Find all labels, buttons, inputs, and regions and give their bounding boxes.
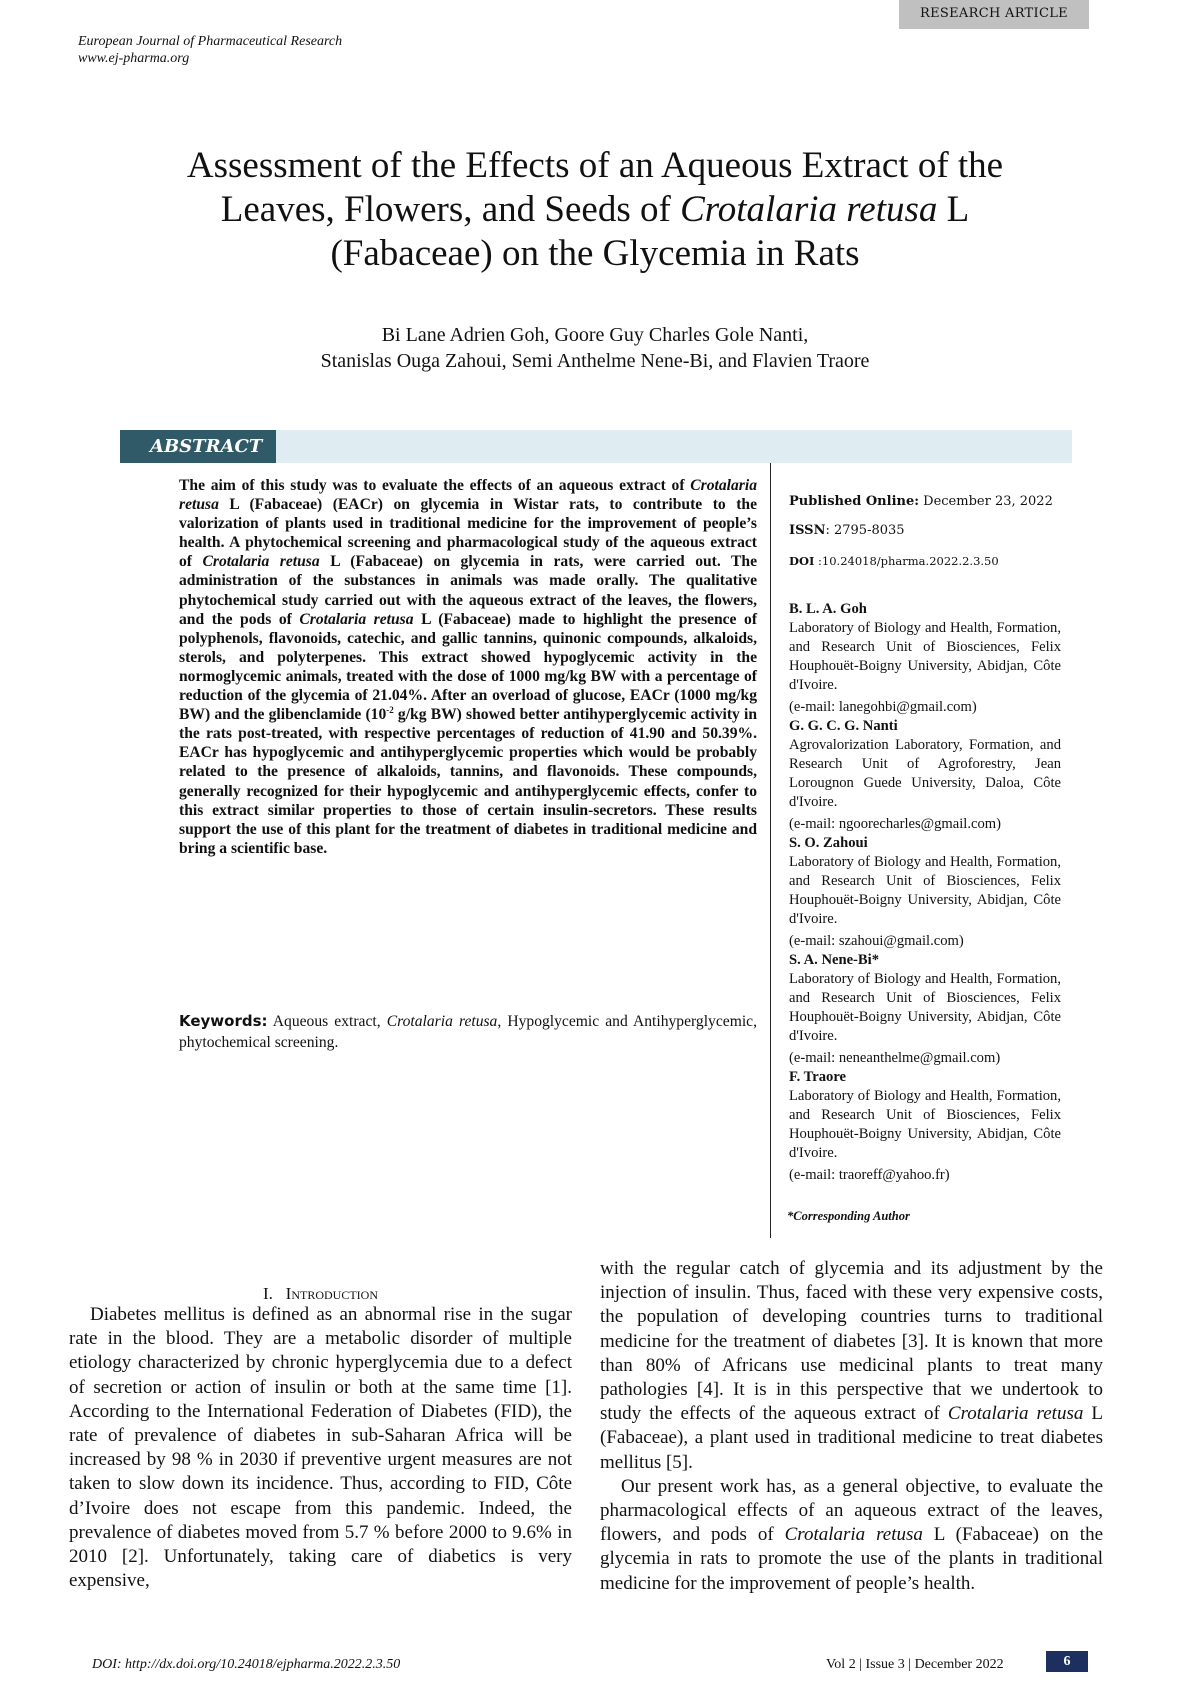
intro-paragraph-2 <box>600 1257 1103 1475</box>
doi <box>789 554 1069 568</box>
issn-value: : 2795-8035 <box>825 523 905 538</box>
affiliation-text: Agrovalorization Laboratory, Formation, and Research Unit of Agroforestry, Jean Lorougnon Guede University, Daloa, Côte d'Ivoire. <box>789 737 1061 810</box>
section-heading-introduction <box>69 1284 572 1304</box>
species-name: Crotalaria retusa <box>947 1403 1084 1425</box>
published-value: December 23, 2022 <box>919 494 1053 509</box>
corresponding-author-note: *Corresponding Author <box>787 1209 910 1223</box>
journal-url[interactable]: www.ej-pharma.org <box>78 51 190 66</box>
page-number: 6 <box>1046 1651 1088 1672</box>
section-title: Introduction <box>285 1284 378 1303</box>
published-online <box>789 494 1069 509</box>
abstract-segment: L (Fabaceae) on glycemia in rats, were carried out. The administration of the substances in animals was made orally. The qualitative phytochemical study carried out with the aqueous extract of the leaves, the flowers, and the pods of <box>179 553 758 628</box>
column-divider <box>770 463 771 1238</box>
title-text: Leaves, Flowers, and Seeds of <box>220 189 681 230</box>
affiliation-email[interactable]: (e-mail: ngoorecharles@gmail.com) <box>789 816 1001 832</box>
affiliation-item <box>789 600 1061 717</box>
paragraph-text: Our present work has, as a general objective, to evaluate the pharmacological effects of an aqueous extract of the leaves, flowers, and pods of <box>600 1475 1103 1546</box>
affiliation-text: Laboratory of Biology and Health, Formation, and Research Unit of Biosciences, Felix Houphouët-Boigny University, Abidjan, Côte d'Ivoire. <box>789 620 1061 693</box>
affiliation-email[interactable]: (e-mail: traoreff@yahoo.fr) <box>789 1167 950 1183</box>
title-text: L <box>937 189 970 230</box>
abstract-segment: g/kg BW) showed better antihyperglycemic activity in the rats post-treated, with respective percentages of reduction of 41.90 and 50.39%. EACr has hypoglycemic and antihyperglycemic properties which would be probably related to the presence of alkaloids, tannins, and flavonoids. These compounds, generally recognized for their hypoglycemic and antihyperglycemic effects, confer to this extract similar properties to those of certain insulin-secretors. These results support the use of this plant for the treatment of diabetes in traditional medicine and bring a scientific base. <box>179 706 757 857</box>
abstract-segment: The aim of this study was to evaluate the effects of an aqueous extract of <box>179 477 691 494</box>
intro-right-column <box>600 1257 1103 1596</box>
species-name: Crotalaria retusa <box>202 553 320 571</box>
journal-header <box>78 33 342 67</box>
keywords-text: , Hypoglycemic and Antihyperglycemic, phytochemical screening. <box>179 1013 757 1051</box>
section-number: I. <box>263 1284 273 1303</box>
issn-label: ISSN <box>789 523 826 538</box>
affiliation-name: S. A. Nene-Bi* <box>789 952 879 968</box>
affiliation-email[interactable]: (e-mail: szahoui@gmail.com) <box>789 933 964 949</box>
species-name: Crotalaria retusa <box>784 1524 923 1546</box>
title-line-2 <box>100 188 1090 232</box>
affiliation-name: B. L. A. Goh <box>789 601 867 617</box>
author-list <box>200 322 990 374</box>
abstract-segment: L (Fabaceae) (EACr) on glycemia in Wistar rats, to contribute to the valorization of plants used in traditional medicine for the improvement of people’s health. A phytochemical screening and pharmacological study of the aqueous extract of <box>179 496 757 571</box>
intro-paragraph-3 <box>600 1475 1103 1596</box>
exponent: -2 <box>386 704 394 715</box>
footer-doi[interactable]: DOI: http://dx.doi.org/10.24018/ejpharma.2022.2.3.50 <box>92 1657 401 1672</box>
doi-value[interactable]: :10.24018/pharma.2022.2.3.50 <box>814 554 999 568</box>
keywords-text: Aqueous extract, <box>267 1013 387 1030</box>
species-name: Crotalaria retusa <box>179 477 757 514</box>
affiliation-name: F. Traore <box>789 1069 847 1085</box>
species-name: Crotalaria retusa <box>299 610 414 628</box>
keywords-label: Keywords: <box>179 1012 268 1030</box>
title-line-3: (Fabaceae) on the Glycemia in Rats <box>330 233 860 274</box>
affiliation-item <box>789 717 1061 834</box>
affiliation-email[interactable]: (e-mail: lanegohbi@gmail.com) <box>789 699 977 715</box>
published-label: Published Online: <box>789 494 920 509</box>
intro-left-column <box>69 1303 572 1593</box>
paragraph-text: L (Fabaceae), a plant used in traditional medicine to treat diabetes mellitus [5]. <box>600 1403 1104 1473</box>
keywords <box>179 1011 757 1053</box>
issn <box>789 523 1069 538</box>
footer-volume-issue: Vol 2 | Issue 3 | December 2022 <box>826 1657 1004 1672</box>
paragraph-text: with the regular catch of glycemia and its adjustment by the injection of insulin. Thus, faced with these very expensive costs, the population of developing countries turns to traditional medicine for the treatment of diabetes [3]. It is known that more than 80% of Africans use medicinal plants to treat many pathologies [4]. It is in this perspective that we undertook to study the effects of the aqueous extract of <box>600 1258 1103 1425</box>
affiliation-email[interactable]: (e-mail: neneanthelme@gmail.com) <box>789 1050 1001 1066</box>
affiliation-item <box>789 1068 1061 1185</box>
affiliation-name: S. O. Zahoui <box>789 835 868 851</box>
abstract-text <box>179 476 757 858</box>
affiliation-item <box>789 834 1061 951</box>
affiliation-text: Laboratory of Biology and Health, Formation, and Research Unit of Biosciences, Felix Houphouët-Boigny University, Abidjan, Côte d'Ivoire. <box>789 971 1061 1044</box>
species-name: Crotalaria retusa <box>386 1013 498 1030</box>
affiliation-text: Laboratory of Biology and Health, Formation, and Research Unit of Biosciences, Felix Houphouët-Boigny University, Abidjan, Côte d'Ivoire. <box>789 1088 1061 1161</box>
affiliations <box>789 600 1061 1185</box>
intro-paragraph-1: Diabetes mellitus is defined as an abnormal rise in the sugar rate in the blood. They are a metabolic disorder of multiple etiology characterized by chronic hyperglycemia due to a defect of secretion or action of insulin or both at the same time [1]. According to the International Federation of Diabetes (FID), the rate of prevalence of diabetes in sub-Saharan Africa will be increased by 98 % in 2030 if preventive urgent measures are not taken to slow down its incidence. Thus, according to FID, Côte d’Ivoire does not escape from this pandemic. Indeed, the prevalence of diabetes moved from 5.7 % before 2000 to 9.6% in 2010 [2]. Unfortunately, taking care of diabetics is very expensive, <box>69 1304 572 1592</box>
journal-name: European Journal of Pharmaceutical Research <box>78 34 343 49</box>
authors-line-2: Stanislas Ouga Zahoui, Semi Anthelme Nene-Bi, and Flavien Traore <box>320 350 870 372</box>
affiliation-text: Laboratory of Biology and Health, Formation, and Research Unit of Biosciences, Felix Houphouët-Boigny University, Abidjan, Côte d'Ivoire. <box>789 854 1061 927</box>
abstract-segment: L (Fabaceae) made to highlight the presence of polyphenols, flavonoids, catechic, and gallic tannins, quinonic compounds, alkaloids, sterols, and polyterpenes. This extract showed hypoglycemic activity in the normoglycemic animals, treated with the dose of 1000 mg/kg BW with a percentage of reduction of the glycemia of 21.04%. After an overload of glucose, EACr (1000 mg/kg BW) and the glibenclamide (10 <box>179 610 758 724</box>
affiliation-item <box>789 951 1061 1068</box>
doi-label: DOI <box>789 554 815 568</box>
abstract-label: ABSTRACT <box>120 430 276 463</box>
authors-line-1: Bi Lane Adrien Goh, Goore Guy Charles Gole Nanti, <box>381 324 809 346</box>
paragraph-text: L (Fabaceae) on the glycemia in rats to promote the use of the plants in traditional medicine for the improvement of people’s health. <box>600 1524 1104 1594</box>
affiliation-name: G. G. C. G. Nanti <box>789 718 898 734</box>
paper-title <box>100 144 1090 276</box>
species-name: Crotalaria retusa <box>680 189 938 230</box>
article-type-badge: RESEARCH ARTICLE <box>899 0 1089 29</box>
title-line-1: Assessment of the Effects of an Aqueous Extract of the <box>186 145 1004 186</box>
